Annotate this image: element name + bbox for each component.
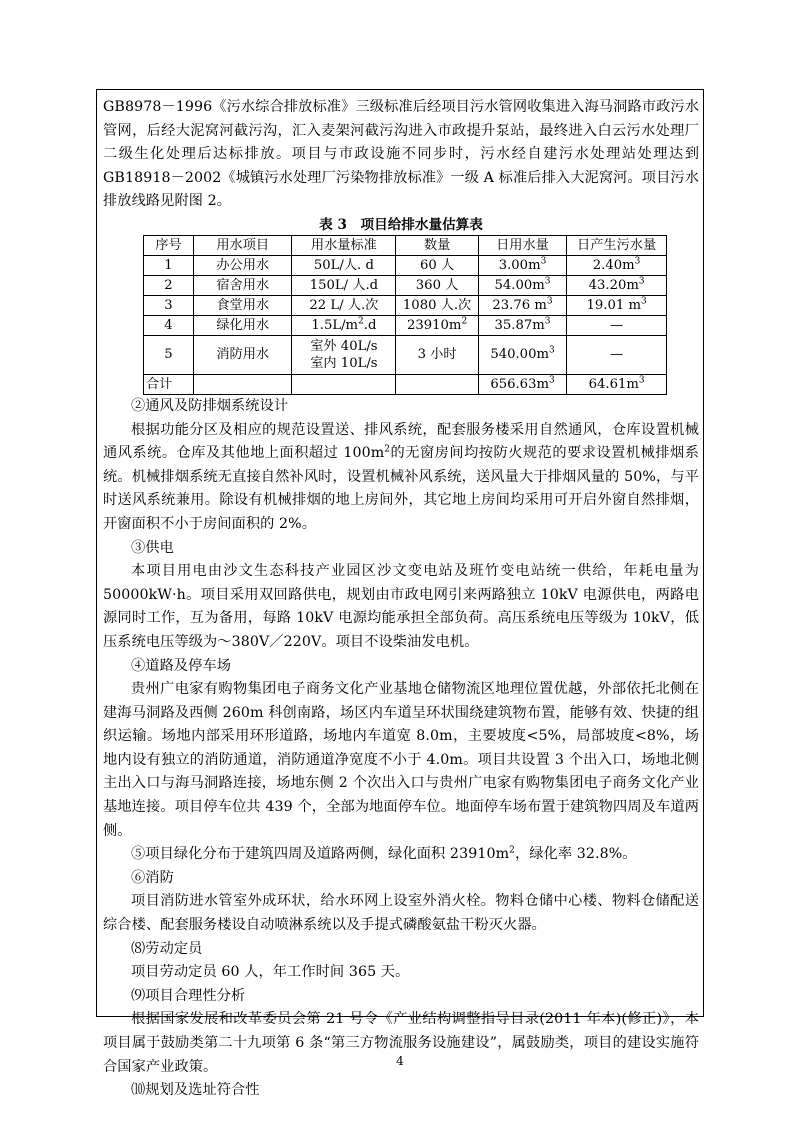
row-daily-sewage — [567, 255, 667, 275]
row-item: 绿化用水 — [193, 315, 291, 335]
water-balance-table — [143, 235, 667, 395]
section-heading: ⑻劳动定员 — [131, 940, 203, 957]
row-daily-sewage — [567, 275, 667, 295]
text: ⑤项目绿化分布于建筑四周及道路两侧，绿化面积 23910m — [131, 846, 510, 863]
text: 根据功能分区及相应的规范设置送、排风系统，配套服务楼采用自然通风，仓库设置机械通风系统。仓库及其他地上面积超过 100m — [103, 421, 699, 462]
table-row — [144, 335, 667, 374]
table-header-cell: 用水项目 — [193, 235, 291, 255]
table-row — [144, 295, 667, 315]
row-daily-sewage: — — [567, 335, 667, 374]
empty-cell — [396, 374, 478, 394]
table-title: 表 3 项目给排水量估算表 — [319, 216, 483, 233]
unit-superscript: 3 — [638, 375, 645, 386]
row-quantity: 3 小时 — [396, 335, 478, 374]
table-row — [144, 275, 667, 295]
paragraph-sewage-discharge: GB8978－1996《污水综合排放标准》三级标准后经项目污水管网收集进入海马洞路市政污水管网，后经大泥窝河截污沟，汇入麦架河截污沟进入市政提升泵站，最终进入白云污水处理厂二级生化处理后达标排放。项目与市政设施不同步时，污水经自建污水处理站处理达到 GB18918－2002《城镇污水处理厂污染物排放标准》一级 A 标准后排入大泥窝河。项目污水排放线路见附图 2。 — [103, 99, 699, 210]
value: 2.40m — [592, 257, 635, 273]
unit-superscript: 3 — [640, 296, 647, 307]
row-standard — [292, 335, 396, 374]
row-standard: 50L/人. d — [292, 255, 396, 275]
row-item: 消防用水 — [193, 335, 291, 374]
row-daily-water — [478, 275, 566, 295]
text: 的无窗房间均按防火规范的要求设置机械排烟系统。机械排烟系统无直接自然补风时，设置机械补风系统，送风量大于排烟风量的 50%，与平时送风系统兼用。除设有机械排烟的地上房间外，其它地上房间均采用可开启外窗自然排烟，开窗面积不小于房间面积的 2%。 — [103, 445, 699, 532]
unit-superscript: 3 — [548, 346, 555, 357]
row-daily-water — [478, 335, 566, 374]
section-heading: ⑼项目合理性分析 — [131, 987, 246, 1004]
table-header-cell: 序号 — [144, 235, 194, 255]
row-daily-sewage — [567, 295, 667, 315]
value: 23910m — [406, 317, 462, 333]
total-label: 合计 — [144, 374, 194, 394]
value: 35.87m — [494, 317, 545, 333]
row-daily-sewage: — — [567, 315, 667, 335]
row-quantity: 1080 人.次 — [396, 295, 478, 315]
paragraph-power: 本项目用电由沙文生态科技产业园区沙文变电站及班竹变电站统一供给，年耗电量为 50000kW·h。项目采用双回路供电，规划由市政电网引来两路独立 10kV 电源供电，两路电源同时工作，互为备用，每路 10kV 电源均能承担全部负荷。高压系统电压等级为 10kV，低压系统电压等级为～380V／220V。项目不设柴油发电机。 — [103, 563, 699, 650]
value: 1.5L/m — [311, 317, 359, 333]
section-heading: ⑽规划及选址符合性 — [131, 1082, 260, 1099]
table-row — [144, 315, 667, 335]
content-frame — [96, 89, 704, 1099]
table-header-cell: 日产生污水量 — [567, 235, 667, 255]
unit-superscript: 3 — [638, 276, 645, 287]
row-standard — [292, 315, 396, 335]
section-heading: ⑥消防 — [131, 869, 174, 886]
row-standard: 150L/ 人.d — [292, 275, 396, 295]
document-body — [97, 90, 705, 1103]
row-quantity: 60 人 — [396, 255, 478, 275]
row-standard: 22 L/ 人.次 — [292, 295, 396, 315]
unit-superscript: 3 — [540, 256, 547, 267]
table-row — [144, 255, 667, 275]
paragraph-ventilation — [103, 419, 699, 537]
value: 43.20m — [588, 277, 639, 293]
row-item: 宿舍用水 — [193, 275, 291, 295]
unit-superscript: 3 — [548, 375, 555, 386]
paragraph-rationality: 根据国家发展和改革委员会第 21 号令《产业结构调整指导目录(2011 年本)(修正)》，本项目属于鼓励类第二十九项第 6 条“第三方物流服务设施建设”，属鼓励类，项目的建设实施符合国家产业政策。 — [103, 1011, 699, 1075]
row-daily-water — [478, 295, 566, 315]
paragraph-staffing: 项目劳动定员 60 人，年工作时间 365 天。 — [131, 964, 410, 981]
paragraph-roads: 贵州广电家有购物集团电子商务文化产业基地仓储物流区地理位置优越，外部依托北侧在建海马洞路及西侧 260m 科创南路，场区内车道呈环状围绕建筑物布置，能够有效、快捷的组织运输。场地内部采用环形道路，场地内车道宽 8.0m，主要坡度<5%，局部坡度<8%，场地内设有独立的消防通道，消防通道净宽度不小于 4.0m。项目共设置 3 个出入口，场地北侧主出入口与海马洞路连接，场地东侧 2 个次出入口与贵州广电家有购物集团电子商务文化产业基地连接。项目停车位共 439 个，全部为地面停车位。地面停车场布置于建筑物四周及车道两侧。 — [103, 681, 699, 839]
table-header-row — [144, 235, 667, 255]
value-line: 室内 10L/s — [310, 355, 378, 371]
row-no: 4 — [144, 315, 194, 335]
table-header-cell: 数量 — [396, 235, 478, 255]
total-daily-water — [478, 374, 566, 394]
value: 23.76 m — [492, 297, 547, 313]
table-header-cell: 用水量标准 — [292, 235, 396, 255]
value: 54.00m — [494, 277, 545, 293]
row-no: 5 — [144, 335, 194, 374]
text: ，绿化率 32.8%。 — [514, 846, 637, 863]
value: 19.01 m — [586, 297, 641, 313]
row-daily-water — [478, 315, 566, 335]
total-daily-sewage — [567, 374, 667, 394]
page-number: 4 — [396, 1054, 404, 1068]
empty-cell — [292, 374, 396, 394]
unit-superscript: 2 — [509, 845, 515, 856]
unit-superscript: 2 — [384, 444, 391, 455]
row-quantity — [396, 315, 478, 335]
value-line: 室外 40L/s — [310, 338, 378, 354]
section-heading: ④道路及停车场 — [131, 657, 232, 674]
row-no: 1 — [144, 255, 194, 275]
section-heading: ②通风及防排烟系统设计 — [131, 397, 289, 414]
unit-superscript: 2 — [358, 316, 364, 327]
row-no: 2 — [144, 275, 194, 295]
unit-superscript: 2 — [461, 316, 468, 327]
value: 3.00m — [498, 257, 541, 273]
table-header-cell: 日用水量 — [478, 235, 566, 255]
row-no: 3 — [144, 295, 194, 315]
unit-superscript: 3 — [544, 276, 551, 287]
table-total-row — [144, 374, 667, 394]
empty-cell — [193, 374, 291, 394]
unit-superscript: 3 — [634, 256, 641, 267]
row-item: 食堂用水 — [193, 295, 291, 315]
unit-superscript: 3 — [544, 316, 551, 327]
row-quantity: 360 人 — [396, 275, 478, 295]
section-heading: ③供电 — [131, 539, 174, 556]
value-suffix: .d — [363, 317, 377, 333]
row-daily-water — [478, 255, 566, 275]
value: 656.63m — [490, 376, 549, 392]
paragraph-greening — [103, 843, 699, 867]
row-item: 办公用水 — [193, 255, 291, 275]
unit-superscript: 3 — [546, 296, 553, 307]
value: 540.00m — [490, 347, 549, 363]
value: 64.61m — [588, 376, 639, 392]
paragraph-fire: 项目消防进水管室外成环状，给水环网上设室外消火栓。物料仓储中心楼、物料仓储配送综合楼、配套服务楼设自动喷淋系统以及手提式磷酸氨盐干粉灭火器。 — [103, 893, 699, 934]
